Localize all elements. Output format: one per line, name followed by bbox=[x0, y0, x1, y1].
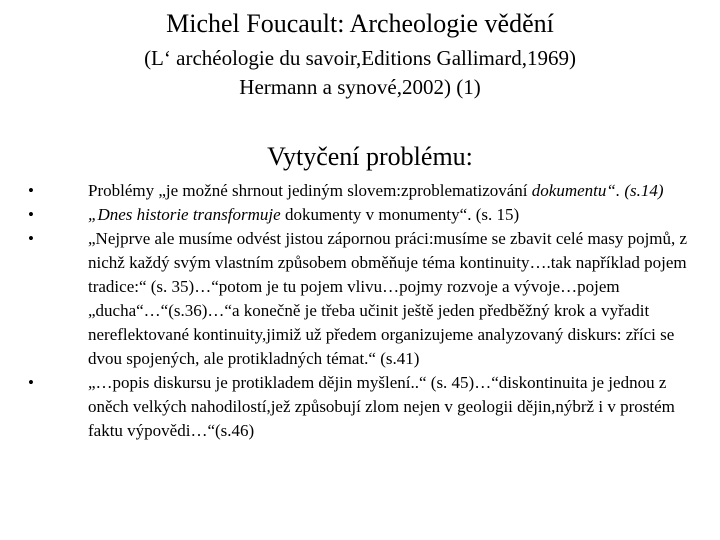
section-heading: Vytyčení problému: bbox=[267, 142, 473, 171]
bullet-item bbox=[28, 371, 700, 443]
subtitle-line-1: (L‘ archéologie du savoir,Editions Gallimard,1969) bbox=[144, 46, 576, 70]
bullet-text-italic: „Dnes historie transformuje bbox=[88, 205, 281, 224]
bullet-text-italic: dokumentu“. (s.14) bbox=[531, 181, 664, 200]
bullet-item bbox=[28, 227, 700, 371]
bullet-text bbox=[88, 203, 700, 227]
slide-subtitle bbox=[0, 44, 720, 102]
bullet-item bbox=[28, 203, 700, 227]
bullet-item bbox=[28, 179, 700, 203]
bullet-icon: • bbox=[28, 373, 34, 392]
bullet-text: „Nejprve ale musíme odvést jistou zápornou práci:musíme se zbavit celé masy pojmů, z nichž každý svým vlastním způsobem obměňuje téma kontinuity….tak například pojem tradice:“ (s. 35)…“potom je tu pojem vlivu…pojmy rozvoje a vývoje…pojem „ducha“…“(s.36)…“a konečně je třeba učinit ještě jeden předběžný krok a vyřadit nereflektované kontinuity,jimiž už předem organizujeme analyzovaný diskurs: zříci se dvou spojených, ale protikladných témat.“ (s.41) bbox=[88, 229, 688, 368]
subtitle-line-2: Hermann a synové,2002) (1) bbox=[239, 75, 481, 99]
bullet-text-part: dokumenty v monumenty“. (s. 15) bbox=[280, 205, 520, 224]
bullet-list bbox=[28, 179, 700, 443]
bullet-icon: • bbox=[28, 205, 34, 224]
bullet-text-part: Problémy „je možné shrnout jediným slovem:zproblematizování bbox=[88, 181, 532, 200]
bullet-icon: • bbox=[28, 181, 34, 200]
bullet-icon: • bbox=[28, 229, 34, 248]
bullet-text bbox=[88, 179, 700, 203]
slide-title: Michel Foucault: Archeologie vědění bbox=[166, 9, 554, 38]
bullet-text: „…popis diskursu je protikladem dějin myšlení..“ (s. 45)…“diskontinuita je jednou z oněch velkých nahodilostí,jež způsobují zlom nejen v geologii dějin,nýbrž i v prostém faktu výpovědi…“(s.46) bbox=[88, 373, 675, 440]
